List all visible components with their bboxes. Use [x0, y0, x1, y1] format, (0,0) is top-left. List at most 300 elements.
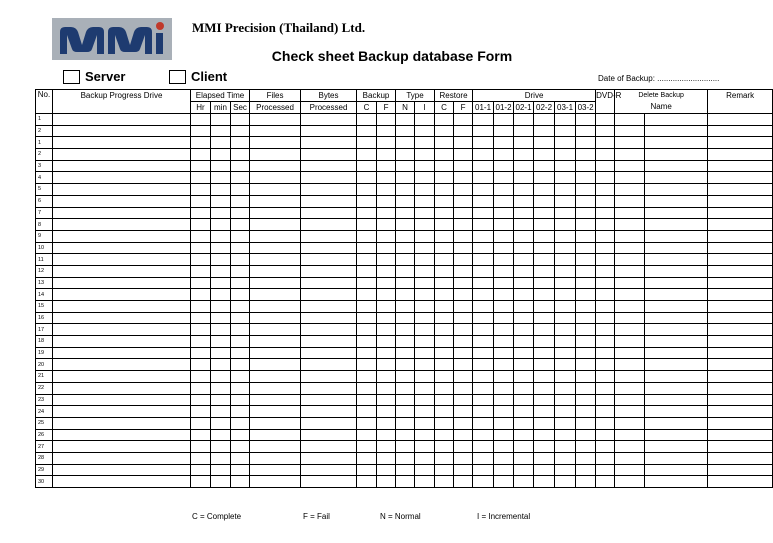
- entry-cell[interactable]: [250, 125, 301, 137]
- entry-cell[interactable]: [231, 406, 250, 418]
- entry-cell[interactable]: [576, 207, 596, 219]
- entry-cell[interactable]: [596, 429, 615, 441]
- entry-cell[interactable]: [250, 230, 301, 242]
- entry-cell[interactable]: [435, 312, 454, 324]
- entry-cell[interactable]: [377, 125, 396, 137]
- entry-cell[interactable]: [231, 301, 250, 313]
- entry-cell[interactable]: [494, 394, 514, 406]
- entry-cell[interactable]: [191, 265, 211, 277]
- entry-cell[interactable]: [708, 207, 773, 219]
- entry-cell[interactable]: [357, 417, 377, 429]
- entry-cell[interactable]: [454, 347, 473, 359]
- entry-cell[interactable]: [377, 160, 396, 172]
- entry-cell[interactable]: [534, 184, 555, 196]
- entry-cell[interactable]: [415, 172, 435, 184]
- entry-cell[interactable]: [534, 347, 555, 359]
- entry-cell[interactable]: [53, 476, 191, 488]
- entry-cell[interactable]: [53, 195, 191, 207]
- entry-cell[interactable]: [191, 371, 211, 383]
- entry-cell[interactable]: [514, 265, 534, 277]
- entry-cell[interactable]: [435, 464, 454, 476]
- entry-cell[interactable]: [250, 277, 301, 289]
- entry-cell[interactable]: [615, 312, 645, 324]
- entry-cell[interactable]: [357, 347, 377, 359]
- entry-cell[interactable]: [494, 277, 514, 289]
- entry-cell[interactable]: [708, 184, 773, 196]
- entry-cell[interactable]: [615, 137, 645, 149]
- entry-cell[interactable]: [231, 125, 250, 137]
- entry-cell[interactable]: [396, 394, 415, 406]
- server-option[interactable]: [63, 69, 125, 84]
- entry-cell[interactable]: [494, 464, 514, 476]
- entry-cell[interactable]: [301, 149, 357, 161]
- entry-cell[interactable]: [576, 359, 596, 371]
- entry-cell[interactable]: [615, 406, 645, 418]
- entry-cell[interactable]: [191, 242, 211, 254]
- entry-cell[interactable]: [596, 406, 615, 418]
- entry-cell[interactable]: [231, 172, 250, 184]
- entry-cell[interactable]: [555, 195, 576, 207]
- entry-cell[interactable]: [415, 312, 435, 324]
- entry-cell[interactable]: [301, 336, 357, 348]
- entry-cell[interactable]: [615, 359, 645, 371]
- entry-cell[interactable]: [514, 382, 534, 394]
- entry-cell[interactable]: [377, 371, 396, 383]
- entry-cell[interactable]: [555, 277, 576, 289]
- entry-cell[interactable]: [250, 265, 301, 277]
- entry-cell[interactable]: [708, 114, 773, 126]
- entry-cell[interactable]: [396, 160, 415, 172]
- entry-cell[interactable]: [514, 149, 534, 161]
- entry-cell[interactable]: [708, 125, 773, 137]
- entry-cell[interactable]: [596, 219, 615, 231]
- entry-cell[interactable]: [377, 149, 396, 161]
- entry-cell[interactable]: [473, 160, 494, 172]
- entry-cell[interactable]: [596, 160, 615, 172]
- entry-cell[interactable]: [473, 371, 494, 383]
- entry-cell[interactable]: [514, 312, 534, 324]
- entry-cell[interactable]: [435, 149, 454, 161]
- entry-cell[interactable]: [435, 452, 454, 464]
- entry-cell[interactable]: [473, 219, 494, 231]
- entry-cell[interactable]: [454, 265, 473, 277]
- entry-cell[interactable]: [301, 347, 357, 359]
- entry-cell[interactable]: [211, 452, 231, 464]
- entry-cell[interactable]: [514, 230, 534, 242]
- entry-cell[interactable]: [615, 452, 645, 464]
- entry-cell[interactable]: [357, 336, 377, 348]
- entry-cell[interactable]: [494, 219, 514, 231]
- entry-cell[interactable]: [250, 347, 301, 359]
- entry-cell[interactable]: [357, 382, 377, 394]
- entry-cell[interactable]: [454, 160, 473, 172]
- entry-cell[interactable]: [708, 289, 773, 301]
- entry-cell[interactable]: [534, 207, 555, 219]
- entry-cell[interactable]: [211, 277, 231, 289]
- entry-cell[interactable]: [191, 382, 211, 394]
- entry-cell[interactable]: [514, 114, 534, 126]
- entry-cell[interactable]: [357, 464, 377, 476]
- entry-cell[interactable]: [211, 476, 231, 488]
- entry-cell[interactable]: [231, 417, 250, 429]
- entry-cell[interactable]: [415, 289, 435, 301]
- entry-cell[interactable]: [377, 417, 396, 429]
- entry-cell[interactable]: [415, 301, 435, 313]
- entry-cell[interactable]: [615, 289, 645, 301]
- entry-cell[interactable]: [534, 371, 555, 383]
- entry-cell[interactable]: [396, 301, 415, 313]
- entry-cell[interactable]: [357, 452, 377, 464]
- entry-cell[interactable]: [645, 324, 708, 336]
- entry-cell[interactable]: [435, 441, 454, 453]
- entry-cell[interactable]: [708, 417, 773, 429]
- entry-cell[interactable]: [555, 289, 576, 301]
- entry-cell[interactable]: [555, 429, 576, 441]
- entry-cell[interactable]: [576, 172, 596, 184]
- entry-cell[interactable]: [708, 195, 773, 207]
- entry-cell[interactable]: [534, 277, 555, 289]
- entry-cell[interactable]: [494, 406, 514, 418]
- entry-cell[interactable]: [473, 254, 494, 266]
- entry-cell[interactable]: [250, 160, 301, 172]
- entry-cell[interactable]: [645, 277, 708, 289]
- entry-cell[interactable]: [534, 336, 555, 348]
- entry-cell[interactable]: [645, 160, 708, 172]
- entry-cell[interactable]: [534, 242, 555, 254]
- entry-cell[interactable]: [301, 265, 357, 277]
- entry-cell[interactable]: [576, 476, 596, 488]
- entry-cell[interactable]: [357, 441, 377, 453]
- entry-cell[interactable]: [396, 254, 415, 266]
- entry-cell[interactable]: [534, 394, 555, 406]
- entry-cell[interactable]: [454, 406, 473, 418]
- entry-cell[interactable]: [645, 242, 708, 254]
- entry-cell[interactable]: [514, 476, 534, 488]
- entry-cell[interactable]: [191, 230, 211, 242]
- entry-cell[interactable]: [615, 394, 645, 406]
- entry-cell[interactable]: [435, 137, 454, 149]
- entry-cell[interactable]: [211, 406, 231, 418]
- entry-cell[interactable]: [615, 464, 645, 476]
- entry-cell[interactable]: [494, 347, 514, 359]
- entry-cell[interactable]: [301, 359, 357, 371]
- entry-cell[interactable]: [596, 452, 615, 464]
- entry-cell[interactable]: [396, 195, 415, 207]
- entry-cell[interactable]: [231, 324, 250, 336]
- entry-cell[interactable]: [615, 265, 645, 277]
- entry-cell[interactable]: [454, 149, 473, 161]
- entry-cell[interactable]: [534, 137, 555, 149]
- entry-cell[interactable]: [534, 301, 555, 313]
- entry-cell[interactable]: [576, 394, 596, 406]
- entry-cell[interactable]: [494, 359, 514, 371]
- entry-cell[interactable]: [53, 207, 191, 219]
- entry-cell[interactable]: [596, 289, 615, 301]
- entry-cell[interactable]: [596, 312, 615, 324]
- entry-cell[interactable]: [415, 277, 435, 289]
- entry-cell[interactable]: [615, 277, 645, 289]
- entry-cell[interactable]: [396, 230, 415, 242]
- entry-cell[interactable]: [211, 464, 231, 476]
- entry-cell[interactable]: [534, 382, 555, 394]
- entry-cell[interactable]: [191, 301, 211, 313]
- entry-cell[interactable]: [250, 137, 301, 149]
- entry-cell[interactable]: [211, 429, 231, 441]
- entry-cell[interactable]: [396, 336, 415, 348]
- entry-cell[interactable]: [708, 441, 773, 453]
- entry-cell[interactable]: [708, 219, 773, 231]
- entry-cell[interactable]: [231, 149, 250, 161]
- entry-cell[interactable]: [357, 289, 377, 301]
- entry-cell[interactable]: [301, 429, 357, 441]
- entry-cell[interactable]: [231, 207, 250, 219]
- entry-cell[interactable]: [494, 149, 514, 161]
- entry-cell[interactable]: [211, 195, 231, 207]
- entry-cell[interactable]: [534, 114, 555, 126]
- entry-cell[interactable]: [473, 265, 494, 277]
- entry-cell[interactable]: [514, 452, 534, 464]
- entry-cell[interactable]: [534, 476, 555, 488]
- entry-cell[interactable]: [576, 230, 596, 242]
- entry-cell[interactable]: [708, 394, 773, 406]
- entry-cell[interactable]: [231, 137, 250, 149]
- entry-cell[interactable]: [514, 347, 534, 359]
- entry-cell[interactable]: [454, 464, 473, 476]
- entry-cell[interactable]: [396, 114, 415, 126]
- entry-cell[interactable]: [435, 277, 454, 289]
- entry-cell[interactable]: [645, 195, 708, 207]
- entry-cell[interactable]: [415, 429, 435, 441]
- entry-cell[interactable]: [514, 160, 534, 172]
- entry-cell[interactable]: [250, 394, 301, 406]
- entry-cell[interactable]: [454, 336, 473, 348]
- entry-cell[interactable]: [494, 371, 514, 383]
- entry-cell[interactable]: [555, 452, 576, 464]
- entry-cell[interactable]: [435, 417, 454, 429]
- entry-cell[interactable]: [514, 219, 534, 231]
- entry-cell[interactable]: [576, 441, 596, 453]
- entry-cell[interactable]: [576, 149, 596, 161]
- entry-cell[interactable]: [494, 476, 514, 488]
- entry-cell[interactable]: [396, 382, 415, 394]
- entry-cell[interactable]: [435, 394, 454, 406]
- entry-cell[interactable]: [396, 219, 415, 231]
- entry-cell[interactable]: [53, 184, 191, 196]
- entry-cell[interactable]: [211, 359, 231, 371]
- entry-cell[interactable]: [211, 289, 231, 301]
- entry-cell[interactable]: [615, 301, 645, 313]
- entry-cell[interactable]: [555, 207, 576, 219]
- entry-cell[interactable]: [494, 265, 514, 277]
- entry-cell[interactable]: [231, 265, 250, 277]
- entry-cell[interactable]: [435, 476, 454, 488]
- entry-cell[interactable]: [396, 184, 415, 196]
- entry-cell[interactable]: [596, 114, 615, 126]
- entry-cell[interactable]: [301, 301, 357, 313]
- entry-cell[interactable]: [250, 441, 301, 453]
- entry-cell[interactable]: [534, 265, 555, 277]
- entry-cell[interactable]: [473, 347, 494, 359]
- entry-cell[interactable]: [53, 172, 191, 184]
- entry-cell[interactable]: [231, 336, 250, 348]
- entry-cell[interactable]: [473, 114, 494, 126]
- entry-cell[interactable]: [435, 336, 454, 348]
- entry-cell[interactable]: [357, 230, 377, 242]
- entry-cell[interactable]: [708, 254, 773, 266]
- entry-cell[interactable]: [494, 452, 514, 464]
- entry-cell[interactable]: [615, 207, 645, 219]
- entry-cell[interactable]: [596, 207, 615, 219]
- entry-cell[interactable]: [645, 359, 708, 371]
- entry-cell[interactable]: [250, 289, 301, 301]
- entry-cell[interactable]: [301, 219, 357, 231]
- entry-cell[interactable]: [301, 184, 357, 196]
- entry-cell[interactable]: [357, 184, 377, 196]
- entry-cell[interactable]: [211, 347, 231, 359]
- entry-cell[interactable]: [555, 301, 576, 313]
- entry-cell[interactable]: [250, 464, 301, 476]
- entry-cell[interactable]: [53, 382, 191, 394]
- entry-cell[interactable]: [53, 149, 191, 161]
- entry-cell[interactable]: [211, 207, 231, 219]
- entry-cell[interactable]: [357, 160, 377, 172]
- entry-cell[interactable]: [53, 301, 191, 313]
- entry-cell[interactable]: [473, 417, 494, 429]
- entry-cell[interactable]: [555, 324, 576, 336]
- entry-cell[interactable]: [231, 219, 250, 231]
- entry-cell[interactable]: [435, 160, 454, 172]
- entry-cell[interactable]: [211, 242, 231, 254]
- entry-cell[interactable]: [415, 207, 435, 219]
- entry-cell[interactable]: [576, 114, 596, 126]
- entry-cell[interactable]: [494, 429, 514, 441]
- entry-cell[interactable]: [231, 441, 250, 453]
- entry-cell[interactable]: [250, 184, 301, 196]
- entry-cell[interactable]: [250, 195, 301, 207]
- entry-cell[interactable]: [377, 184, 396, 196]
- entry-cell[interactable]: [555, 265, 576, 277]
- entry-cell[interactable]: [301, 137, 357, 149]
- entry-cell[interactable]: [191, 125, 211, 137]
- entry-cell[interactable]: [191, 149, 211, 161]
- entry-cell[interactable]: [534, 406, 555, 418]
- entry-cell[interactable]: [53, 359, 191, 371]
- entry-cell[interactable]: [473, 452, 494, 464]
- entry-cell[interactable]: [53, 312, 191, 324]
- entry-cell[interactable]: [555, 406, 576, 418]
- entry-cell[interactable]: [211, 382, 231, 394]
- entry-cell[interactable]: [301, 312, 357, 324]
- entry-cell[interactable]: [53, 464, 191, 476]
- entry-cell[interactable]: [514, 394, 534, 406]
- entry-cell[interactable]: [301, 289, 357, 301]
- entry-cell[interactable]: [514, 277, 534, 289]
- entry-cell[interactable]: [250, 114, 301, 126]
- entry-cell[interactable]: [396, 242, 415, 254]
- entry-cell[interactable]: [494, 125, 514, 137]
- entry-cell[interactable]: [191, 114, 211, 126]
- entry-cell[interactable]: [615, 347, 645, 359]
- entry-cell[interactable]: [211, 301, 231, 313]
- entry-cell[interactable]: [494, 312, 514, 324]
- entry-cell[interactable]: [250, 476, 301, 488]
- entry-cell[interactable]: [357, 137, 377, 149]
- entry-cell[interactable]: [377, 289, 396, 301]
- entry-cell[interactable]: [435, 347, 454, 359]
- entry-cell[interactable]: [396, 371, 415, 383]
- entry-cell[interactable]: [357, 406, 377, 418]
- entry-cell[interactable]: [250, 254, 301, 266]
- entry-cell[interactable]: [53, 289, 191, 301]
- entry-cell[interactable]: [454, 184, 473, 196]
- entry-cell[interactable]: [357, 207, 377, 219]
- entry-cell[interactable]: [473, 464, 494, 476]
- entry-cell[interactable]: [576, 242, 596, 254]
- entry-cell[interactable]: [191, 324, 211, 336]
- entry-cell[interactable]: [454, 452, 473, 464]
- entry-cell[interactable]: [357, 429, 377, 441]
- entry-cell[interactable]: [435, 324, 454, 336]
- entry-cell[interactable]: [473, 137, 494, 149]
- entry-cell[interactable]: [231, 359, 250, 371]
- entry-cell[interactable]: [454, 429, 473, 441]
- entry-cell[interactable]: [377, 382, 396, 394]
- entry-cell[interactable]: [645, 125, 708, 137]
- entry-cell[interactable]: [231, 160, 250, 172]
- entry-cell[interactable]: [250, 429, 301, 441]
- entry-cell[interactable]: [396, 137, 415, 149]
- entry-cell[interactable]: [435, 301, 454, 313]
- entry-cell[interactable]: [377, 219, 396, 231]
- entry-cell[interactable]: [415, 242, 435, 254]
- entry-cell[interactable]: [231, 452, 250, 464]
- entry-cell[interactable]: [494, 242, 514, 254]
- entry-cell[interactable]: [473, 359, 494, 371]
- entry-cell[interactable]: [615, 230, 645, 242]
- entry-cell[interactable]: [415, 160, 435, 172]
- entry-cell[interactable]: [454, 312, 473, 324]
- entry-cell[interactable]: [534, 359, 555, 371]
- entry-cell[interactable]: [645, 289, 708, 301]
- entry-cell[interactable]: [645, 265, 708, 277]
- entry-cell[interactable]: [454, 137, 473, 149]
- entry-cell[interactable]: [576, 219, 596, 231]
- entry-cell[interactable]: [555, 441, 576, 453]
- entry-cell[interactable]: [615, 441, 645, 453]
- entry-cell[interactable]: [473, 184, 494, 196]
- entry-cell[interactable]: [534, 324, 555, 336]
- entry-cell[interactable]: [435, 254, 454, 266]
- entry-cell[interactable]: [231, 394, 250, 406]
- entry-cell[interactable]: [534, 441, 555, 453]
- entry-cell[interactable]: [250, 336, 301, 348]
- entry-cell[interactable]: [494, 441, 514, 453]
- entry-cell[interactable]: [53, 324, 191, 336]
- entry-cell[interactable]: [534, 289, 555, 301]
- entry-cell[interactable]: [615, 195, 645, 207]
- entry-cell[interactable]: [415, 441, 435, 453]
- entry-cell[interactable]: [555, 114, 576, 126]
- entry-cell[interactable]: [645, 312, 708, 324]
- entry-cell[interactable]: [596, 301, 615, 313]
- entry-cell[interactable]: [596, 324, 615, 336]
- entry-cell[interactable]: [396, 312, 415, 324]
- entry-cell[interactable]: [596, 347, 615, 359]
- entry-cell[interactable]: [596, 265, 615, 277]
- entry-cell[interactable]: [191, 184, 211, 196]
- entry-cell[interactable]: [473, 336, 494, 348]
- entry-cell[interactable]: [534, 195, 555, 207]
